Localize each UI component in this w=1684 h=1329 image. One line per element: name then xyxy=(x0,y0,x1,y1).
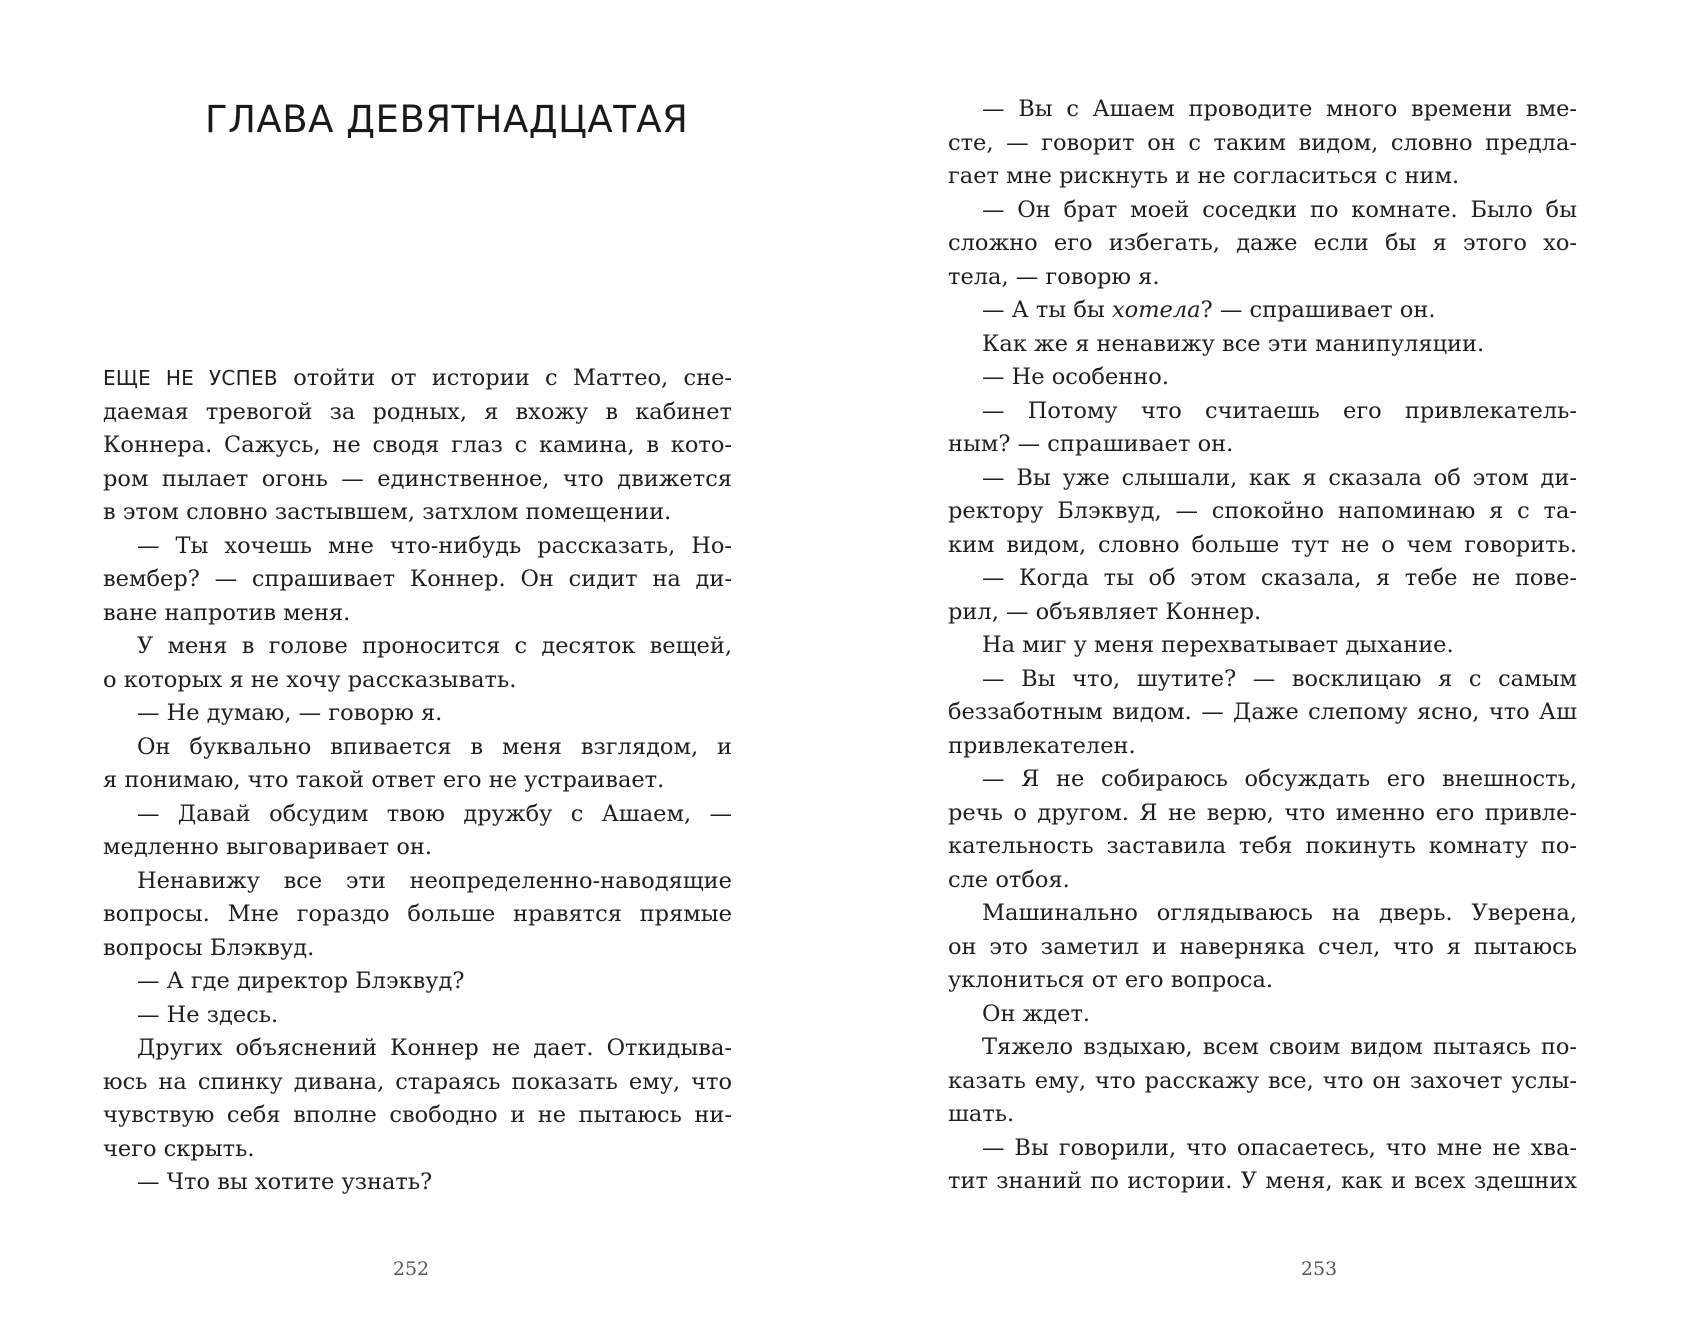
text-line: Ненавижу все эти неопределенно-наводящие xyxy=(137,867,732,894)
text-line-content: отойти от истории с Маттео, сне- xyxy=(277,365,732,391)
text-line: чего скрыть. xyxy=(103,1135,255,1162)
text-line: — А ты бы хотела? — спрашивает он. xyxy=(982,297,1436,323)
text-line: — Ты хочешь мне что-нибудь рассказать, Но- xyxy=(137,532,732,559)
text-line: — Вы говорили, что опасаетесь, что мне не хва- xyxy=(982,1134,1577,1161)
text-line: даемая тревогой за родных, я вхожу в кабинет xyxy=(103,398,732,425)
text-line: — Вы с Ашаем проводите много времени вме- xyxy=(982,96,1577,122)
chapter-title: ГЛАВА ДЕВЯТНАДЦАТАЯ xyxy=(205,98,689,141)
text-line: гает мне рискнуть и не согласиться с ним. xyxy=(948,163,1460,189)
text-line: медленно выговаривает он. xyxy=(103,834,433,860)
text-line: вембер? — спрашивает Коннер. Он сидит на ди- xyxy=(103,566,732,592)
text-line: Машинально оглядываюсь на дверь. Уверена, xyxy=(982,900,1577,926)
text-line: Других объяснений Коннер не дает. Откидыва- xyxy=(137,1035,732,1061)
text-line: — Вы что, шутите? — восклицаю я с самым xyxy=(982,665,1577,692)
text-line: На миг у меня перехватывает дыхание. xyxy=(982,632,1454,658)
text-line: ким видом, словно больше тут не о чем говорить. xyxy=(948,531,1577,558)
text-line: — Не особенно. xyxy=(982,364,1169,390)
text-line: юсь на спинку дивана, стараясь показать ему, что xyxy=(103,1068,732,1095)
text-line: вопросы. Мне гораздо больше нравятся прямые xyxy=(103,901,732,927)
text-line: — Потому что считаешь его привлекатель- xyxy=(982,397,1577,424)
text-line: о которых я не хочу рассказывать. xyxy=(103,666,517,693)
text-line: в этом словно застывшем, затхлом помещении. xyxy=(103,499,672,525)
text-line: — Я не собираюсь обсуждать его внешность, xyxy=(982,766,1577,792)
left-page-text xyxy=(103,362,732,1200)
text-line: ром пылает огонь — единственное, что движется xyxy=(103,465,732,492)
text-line: тит знаний по истории. У меня, как и всех здешних xyxy=(948,1168,1577,1194)
text-line: — Не здесь. xyxy=(137,1001,279,1028)
text-line: Как же я ненавижу все эти манипуляции. xyxy=(982,330,1485,357)
right-page xyxy=(842,0,1684,1329)
text-line: чувствую себя вполне свободно и не пытаюсь ни- xyxy=(103,1102,732,1128)
text-line: беззаботным видом. — Даже слепому ясно, что Аш xyxy=(948,699,1577,725)
text-line: я понимаю, что такой ответ его не устраивает. xyxy=(103,767,665,793)
text-line: сте, — говорит он с таким видом, словно предла- xyxy=(948,129,1577,156)
text-line xyxy=(103,362,732,396)
text-line: — Давай обсудим твою дружбу с Ашаем, — xyxy=(137,800,732,827)
text-line: рил, — объявляет Коннер. xyxy=(948,598,1262,625)
text-line: ване напротив меня. xyxy=(103,599,351,626)
page-number-left: 252 xyxy=(392,1258,430,1280)
text-line: он это заметил и наверняка счел, что я пытаюсь xyxy=(948,933,1577,960)
text-line: Он буквально впивается в меня взглядом, и xyxy=(137,733,732,760)
text-line: — А где директор Блэквуд? xyxy=(137,968,465,994)
text-line: сложно его избегать, даже если бы я этого хо- xyxy=(948,230,1577,256)
text-line: тела, — говорю я. xyxy=(948,263,1160,290)
page-number-right: 253 xyxy=(1300,1258,1338,1280)
text-line: Коннера. Сажусь, не сводя глаз с камина, в кото- xyxy=(103,432,732,458)
text-line: шать. xyxy=(948,1101,1015,1127)
text-line: ным? — спрашивает он. xyxy=(948,431,1234,457)
text-line: кательность заставила тебя покинуть комнату по- xyxy=(948,833,1577,859)
text-line: — Он брат моей соседки по комнате. Было бы xyxy=(982,196,1577,223)
text-line: сле отбоя. xyxy=(948,866,1070,893)
text-line: Тяжело вздыхаю, всем своим видом пытаясь по- xyxy=(982,1034,1577,1060)
opening-smallcaps: ЕЩЕ НЕ УСПЕВ xyxy=(103,366,278,390)
text-line: — Не думаю, — говорю я. xyxy=(137,700,443,726)
text-line: привлекателен. xyxy=(948,732,1136,759)
text-line: речь о другом. Я не верю, что именно его привле- xyxy=(948,799,1577,826)
text-line: — Когда ты об этом сказала, я тебе не пове- xyxy=(982,565,1577,591)
text-line: У меня в голове проносится с десяток вещей, xyxy=(137,633,732,659)
right-page-text xyxy=(948,93,1577,1199)
text-line: уклониться от его вопроса. xyxy=(948,967,1274,993)
text-line: вопросы Блэквуд. xyxy=(103,934,315,961)
text-line: ректору Блэквуд, — спокойно напоминаю я с та- xyxy=(948,498,1577,524)
text-line: — Что вы хотите узнать? xyxy=(137,1169,433,1195)
text-line: — Вы уже слышали, как я сказала об этом ди- xyxy=(982,464,1577,491)
text-line: казать ему, что расскажу все, что он захочет услы- xyxy=(948,1067,1577,1094)
text-line: Он ждет. xyxy=(982,1000,1091,1027)
